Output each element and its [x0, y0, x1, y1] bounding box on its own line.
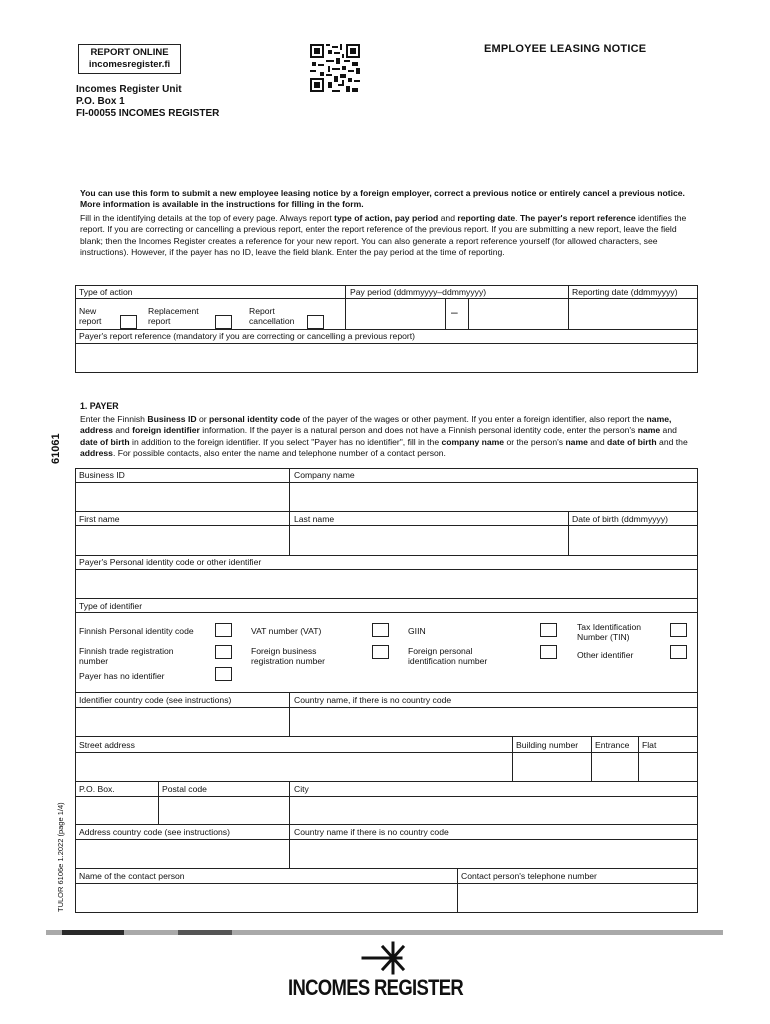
divider — [445, 298, 446, 330]
po-box-label: P.O. Box. — [79, 784, 115, 794]
first-name-label: First name — [79, 514, 120, 524]
type-of-identifier-label: Type of identifier — [79, 601, 143, 611]
divider — [75, 796, 698, 797]
id-finnish-personal-label: Finnish Personal identity code — [79, 626, 194, 636]
id-none-label: Payer has no identifier — [79, 671, 165, 681]
address-country-code-label: Address country code (see instructions) — [79, 827, 230, 837]
id-giin-checkbox[interactable] — [540, 623, 557, 637]
pay-period-start-input[interactable] — [346, 299, 445, 329]
city-field[interactable] — [289, 781, 698, 825]
address-line: P.O. Box 1 — [76, 96, 125, 107]
id-none-checkbox[interactable] — [215, 667, 232, 681]
reporting-date-label: Reporting date (ddmmyyyy) — [572, 287, 678, 297]
footer-bar-segment — [178, 930, 232, 935]
id-tin-label: Tax Identification Number (TIN) — [577, 622, 642, 642]
id-vat-label: VAT number (VAT) — [251, 626, 322, 636]
id-foreign-business-checkbox[interactable] — [372, 645, 389, 659]
footer-bar-segment — [62, 930, 124, 935]
replacement-report-checkbox[interactable] — [215, 315, 232, 329]
pay-period-end-input[interactable] — [469, 299, 568, 329]
address-line: FI-00055 INCOMES REGISTER — [76, 108, 220, 119]
id-foreign-personal-label: Foreign personal identification number — [408, 646, 488, 666]
payer-identifier-label: Payer's Personal identity code or other identifier — [79, 557, 262, 567]
report-online-label: REPORT ONLINE — [90, 47, 169, 58]
street-address-label: Street address — [79, 740, 135, 750]
incomes-register-logo-text: INCOMES REGISTER — [288, 975, 464, 1000]
identifier-country-name-label: Country name, if there is no country code — [294, 695, 452, 705]
id-foreign-business-label: Foreign business registration number — [251, 646, 326, 666]
id-other-checkbox[interactable] — [670, 645, 687, 659]
footer-divider — [46, 930, 723, 935]
pay-period-label: Pay period (ddmmyyyy–ddmmyyyy) — [350, 287, 487, 297]
divider — [75, 482, 698, 483]
id-foreign-personal-checkbox[interactable] — [540, 645, 557, 659]
divider — [75, 569, 698, 570]
reporting-date-input[interactable] — [569, 299, 697, 329]
type-of-action-label: Type of action — [79, 287, 133, 297]
divider — [75, 707, 698, 708]
divider — [75, 839, 698, 840]
business-id-label: Business ID — [79, 470, 125, 480]
page-title: EMPLOYEE LEASING NOTICE — [484, 43, 647, 55]
identifier-country-code-label: Identifier country code (see instructions) — [79, 695, 232, 705]
cancellation-label: Report cancellation — [249, 306, 295, 326]
divider — [75, 525, 698, 526]
payer-instructions: Enter the Finnish Business ID or personal identity code of the payer of the wages or other payment. If you enter a foreign identifier, also report the name, address and foreign identifier information. If the payer is a natural person and does not have a Finnish personal identity code, enter the person's name and date of birth in addition to the foreign identifier. If you select "Payer has no identifier", fill in the company name or the person's name and date of birth and the address. For possible contacts, also enter the name and telephone number of a contact person. — [80, 414, 688, 459]
id-tin-checkbox[interactable] — [670, 623, 687, 637]
cancellation-checkbox[interactable] — [307, 315, 324, 329]
entrance-label: Entrance — [595, 740, 630, 750]
address-country-name-label: Country name if there is no country code — [294, 827, 449, 837]
intro-bold-text: You can use this form to submit a new employee leasing notice by a foreign employer, correct a previous notice or entirely cancel a previous notice. More information is available in the instructions for filling in the form. — [80, 188, 685, 210]
section-title-payer: 1. PAYER — [80, 401, 119, 411]
report-online-url[interactable]: incomesregister.fi — [88, 59, 171, 70]
date-of-birth-label: Date of birth (ddmmyyyy) — [572, 514, 668, 524]
id-other-label: Other identifier — [577, 650, 634, 660]
divider — [75, 752, 698, 753]
address-line: Incomes Register Unit — [76, 84, 182, 95]
company-name-label: Company name — [294, 470, 355, 480]
pay-period-dash: – — [451, 305, 458, 319]
id-giin-label: GIIN — [408, 626, 426, 636]
last-name-label: Last name — [294, 514, 335, 524]
qr-code-icon — [310, 44, 360, 92]
report-online-box — [78, 44, 181, 74]
city-label: City — [294, 784, 309, 794]
contact-person-name-label: Name of the contact person — [79, 871, 185, 881]
new-report-label: New report — [79, 306, 102, 326]
postal-code-label: Postal code — [162, 784, 207, 794]
payer-report-reference-label: Payer's report reference (mandatory if you are correcting or cancelling a previous report) — [79, 331, 415, 341]
replacement-report-label: Replacement report — [148, 306, 199, 326]
new-report-checkbox[interactable] — [120, 315, 137, 329]
id-finnish-personal-checkbox[interactable] — [215, 623, 232, 637]
id-vat-checkbox[interactable] — [372, 623, 389, 637]
intro-instructions: Fill in the identifying details at the top of every page. Always report type of action, pay period and reporting date. The payer's report reference identifies the report. If you are correcting or cancelling a previous report, enter the report reference of the previous report. If you are submitting a new report, leave the field blank; then the Incomes Register creates a reference for your new report. You can also generate a report reference yourself (for allowed characters, see instructions). However, if the payer has no ID, leave the field blank. Enter the pay period at the time of reporting. — [80, 213, 687, 258]
street-address-field[interactable] — [75, 736, 513, 782]
building-number-label: Building number — [516, 740, 579, 750]
divider — [75, 343, 698, 344]
flat-label: Flat — [642, 740, 657, 750]
form-info: TULOR 6106e 1.2022 (page 1/4) — [56, 802, 65, 912]
id-trade-registration-checkbox[interactable] — [215, 645, 232, 659]
recipient-address — [76, 84, 219, 120]
divider — [75, 883, 698, 884]
id-trade-registration-label: Finnish trade registration number — [79, 646, 174, 666]
incomes-register-logo-icon — [361, 941, 409, 975]
contact-person-phone-label: Contact person's telephone number — [461, 871, 597, 881]
divider — [75, 612, 698, 613]
form-code: 61061 — [50, 433, 62, 464]
